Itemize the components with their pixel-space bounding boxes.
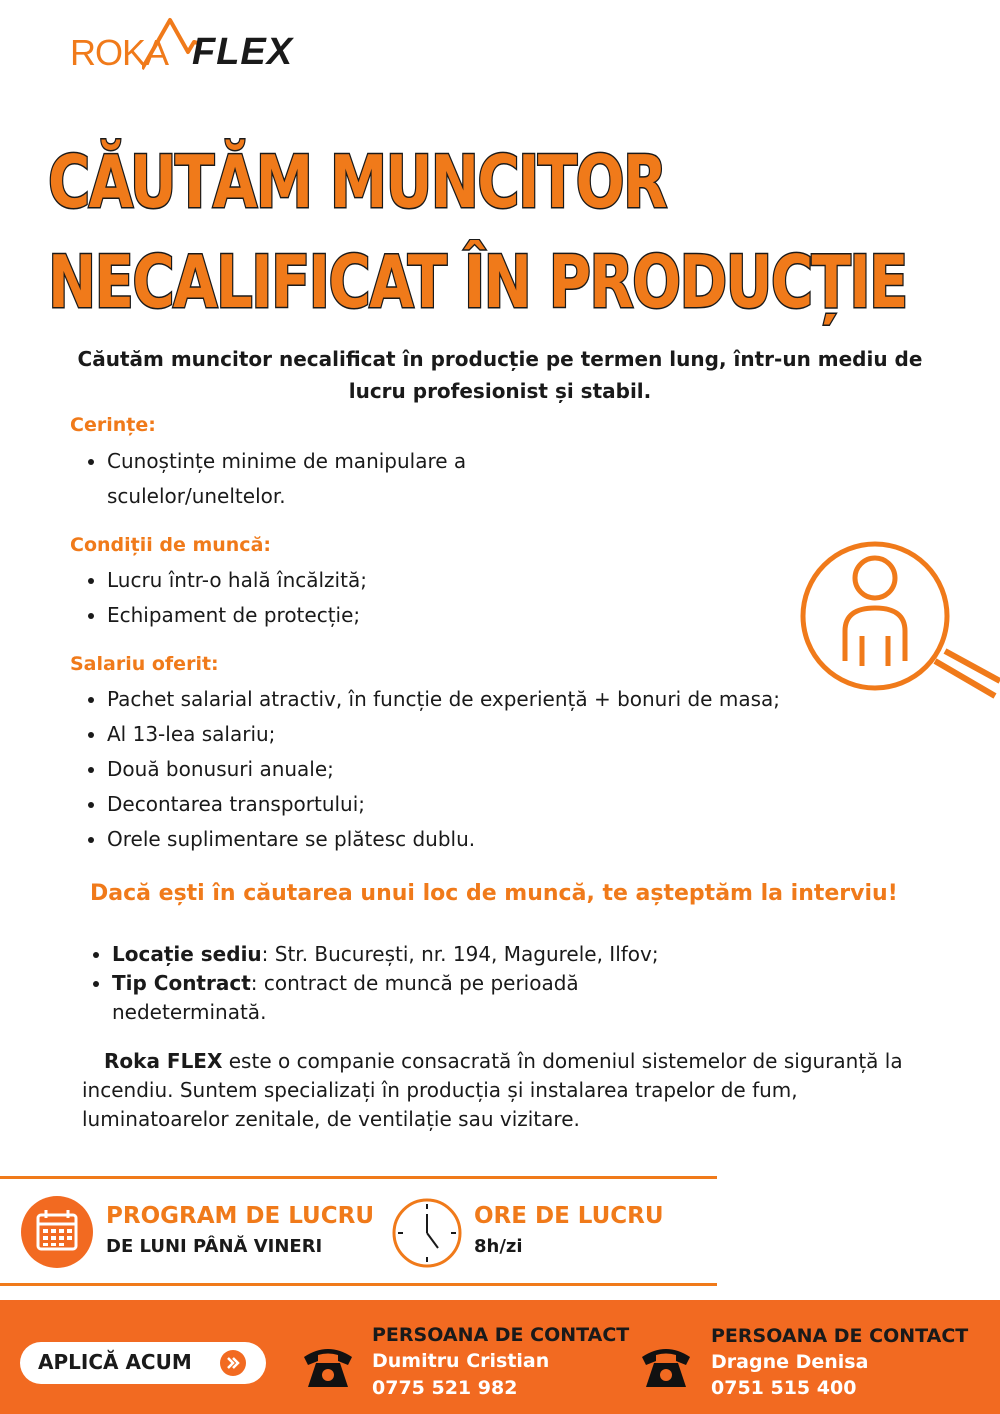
job-details-list — [88, 940, 682, 1027]
list-item — [112, 969, 682, 1027]
contact-title: PERSOANA DE CONTACT — [711, 1325, 969, 1347]
company-description: este o companie consacrată în domeniul sistemelor de siguranță la incendiu. Suntem specializați în producția și instalarea trapelor de fum, luminatoarelor zenitale, de ventilație sau vizitare. — [82, 1049, 903, 1131]
schedule-title: PROGRAM DE LUCRU — [106, 1203, 374, 1229]
list-item: • Al 13-lea salariu; — [107, 717, 867, 752]
contact-phone[interactable]: 0751 515 400 — [711, 1377, 857, 1399]
apply-now-button[interactable] — [20, 1342, 266, 1384]
headline-line-2: NECALIFICAT ÎN PRODUCȚIE — [48, 240, 907, 324]
logo-flex-text: FLEX — [192, 31, 294, 73]
hours-title: ORE DE LUCRU — [474, 1203, 664, 1229]
list-item: • Echipament de protecție; — [107, 598, 607, 633]
detail-value: : Str. București, nr. 194, Magurele, Ilfov; — [261, 942, 659, 966]
requirements-list — [82, 444, 537, 514]
list-item: • Cunoștințe minime de manipulare a sculelor/uneltelor. — [107, 444, 537, 514]
company-logo — [70, 14, 330, 74]
list-item: • Lucru într-o hală încălzită; — [107, 563, 607, 598]
salary-title: Salariu oferit: — [70, 653, 219, 675]
hours-value: 8h/zi — [474, 1236, 523, 1257]
calendar-icon — [20, 1195, 94, 1269]
company-about — [82, 1047, 912, 1134]
schedule-value: DE LUNI PÂNĂ VINERI — [106, 1236, 323, 1257]
contact-phone[interactable]: 0775 521 982 — [372, 1377, 518, 1399]
phone-icon — [640, 1343, 692, 1389]
contact-name: Dragne Denisa — [711, 1351, 869, 1373]
conditions-list — [82, 563, 607, 633]
list-item: • Decontarea transportului; — [107, 787, 867, 822]
interview-cta: Dacă ești în căutarea unui loc de muncă, te așteptăm la interviu! — [90, 881, 898, 906]
intro-text: Căutăm muncitor necalificat în producție pe termen lung, într-un mediu de lucru profesionist și stabil. — [77, 347, 923, 403]
search-person-icon — [800, 536, 1000, 701]
phone-icon — [302, 1343, 354, 1389]
detail-value: : contract de muncă pe perioadă nedeterminată. — [112, 971, 579, 1024]
list-item: • Pachet salarial atractiv, în funcție de experiență + bonuri de masa; — [107, 682, 867, 717]
divider — [0, 1176, 717, 1179]
apply-now-label: APLICĂ ACUM — [38, 1350, 192, 1374]
company-name: Roka FLEX — [104, 1049, 223, 1073]
clock-icon — [390, 1196, 464, 1270]
list-item: • Două bonusuri anuale; — [107, 752, 867, 787]
contact-title: PERSOANA DE CONTACT — [372, 1324, 630, 1346]
contact-name: Dumitru Cristian — [372, 1350, 550, 1372]
double-chevron-right-icon — [220, 1350, 246, 1376]
detail-label: Locație sediu — [112, 942, 262, 966]
logo-roka-text: ROKA — [70, 32, 169, 73]
conditions-title: Condiții de muncă: — [70, 534, 271, 556]
headline-line-1: CĂUTĂM MUNCITOR — [48, 140, 666, 224]
list-item — [112, 940, 682, 969]
requirements-title: Cerințe: — [70, 414, 156, 436]
divider — [0, 1283, 717, 1286]
list-item: • Orele suplimentare se plătesc dublu. — [107, 822, 867, 857]
salary-list — [82, 682, 867, 857]
detail-label: Tip Contract — [112, 971, 251, 995]
